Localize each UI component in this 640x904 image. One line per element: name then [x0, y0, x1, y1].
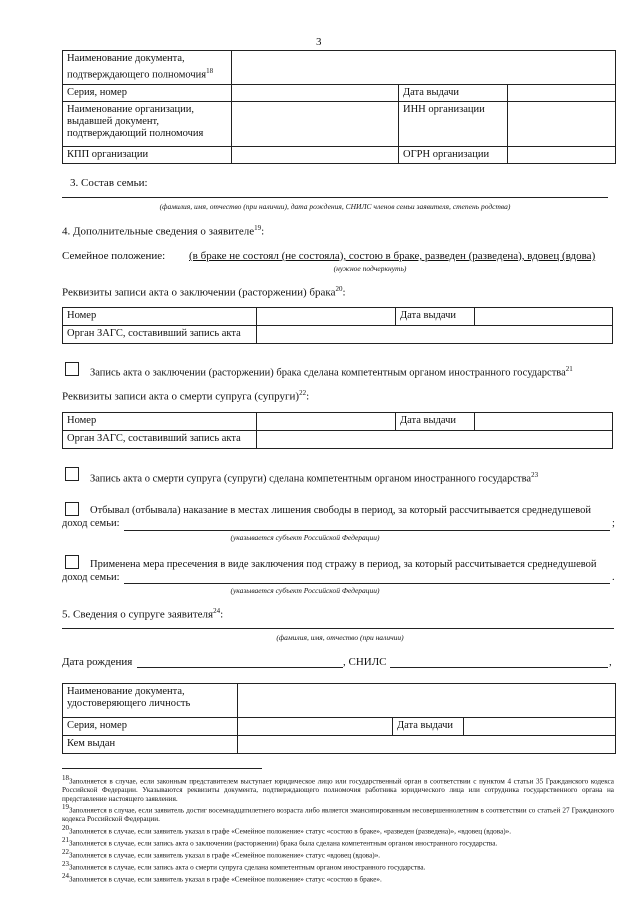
rep-issue-date-value[interactable] — [508, 85, 616, 102]
rep-series-label: Серия, номер — [63, 85, 232, 102]
footnote-separator — [62, 768, 262, 769]
rep-org-kpp-label: КПП организации — [63, 147, 232, 164]
rep-org-ogrn-label: ОГРН организации — [399, 147, 508, 164]
custody-checkbox[interactable] — [65, 555, 79, 569]
foreign-marriage-checkbox[interactable] — [65, 362, 79, 376]
footnote: $^{24}$Заполняется в случае, если заявитель указал в графе «Семейное положение» статус «состою в браке». — [62, 871, 382, 884]
marital-status-hint: (нужное подчеркнуть) — [333, 264, 407, 273]
death-number-label: Номер — [63, 413, 257, 431]
spouse-birth-date-line[interactable] — [137, 667, 343, 668]
prison-text-line2: доход семьи: — [62, 518, 120, 529]
rep-org-ogrn-value[interactable] — [508, 147, 616, 164]
spouse-snils-end: , — [609, 656, 612, 668]
death-issue-date-value[interactable] — [475, 413, 613, 431]
spouse-id-issue-date-label: Дата выдачи — [393, 718, 464, 736]
prison-line-end: ; — [612, 518, 615, 529]
rep-doc-name-label: Наименование документа, подтверждающего полномочия$^{18}$ — [63, 51, 232, 85]
rep-series-value[interactable] — [232, 85, 399, 102]
custody-region-hint: (указывается субъект Российской Федерации) — [230, 586, 380, 595]
footnote: $^{23}$Заполняется в случае, если запись акта о смерти супруга сделана компетентным органом иностранного государства. — [62, 859, 426, 872]
marriage-issue-date-label: Дата выдачи — [396, 308, 475, 326]
custody-region-line[interactable] — [124, 583, 610, 584]
prison-checkbox[interactable] — [65, 502, 79, 516]
section3-title: 3. Состав семьи: — [70, 177, 148, 189]
foreign-death-checkbox[interactable] — [65, 467, 79, 481]
custody-text-line1: Применена мера пресечения в виде заключения под стражу в период, за который рассчитывается среднедушевой — [90, 559, 597, 570]
marriage-zags-label: Орган ЗАГС, составивший запись акта — [63, 326, 257, 344]
marriage-number-value[interactable] — [257, 308, 396, 326]
prison-region-hint: (указывается субъект Российской Федерации) — [230, 533, 380, 542]
rep-org-kpp-value[interactable] — [232, 147, 399, 164]
footnote: $^{18}$Заполняется в случае, если законным представителем выступает юридическое лицо или государственный орган в соответствии с пунктом 4 статьи 35 Гражданского кодекса Российской Федерации. Указываются реквизиты документа, подтверждающего полномочия работника юридического лица или сотрудника государственного органа на представление настоящего заявления. — [62, 774, 614, 803]
spouse-id-issue-date-value[interactable] — [464, 718, 616, 736]
rep-org-name-value[interactable] — [232, 102, 399, 147]
footnote: $^{21}$Заполняется в случае, если запись акта о заключении (расторжении) брака была сделана компетентным органом иностранного государства. — [62, 835, 498, 848]
marriage-issue-date-value[interactable] — [475, 308, 613, 326]
death-issue-date-label: Дата выдачи — [396, 413, 475, 431]
footnote: $^{19}$Заполняется в случае, если заявитель достиг восемнадцатилетнего возраста либо является эмансипированным несовершеннолетним в соответствии со статьей 27 Гражданского кодекса Российской Федерации. — [62, 803, 614, 824]
foreign-marriage-text: Запись акта о заключении (расторжении) брака сделана компетентным органом иностранного государства$^{21}$ — [90, 365, 573, 379]
family-composition-hint: (фамилия, имя, отчество (при наличии), дата рождения, СНИЛС членов семьи заявителя, степень родства) — [159, 202, 511, 211]
prison-region-line[interactable] — [124, 530, 610, 531]
custody-text-line2: доход семьи: — [62, 572, 120, 583]
section5-title: 5. Сведения о супруге заявителя$^{24}$: — [62, 607, 224, 621]
rep-doc-name-value[interactable] — [232, 51, 616, 85]
section4-title: 4. Дополнительные сведения о заявителе$^{19}$: — [62, 224, 265, 238]
rep-org-inn-label: ИНН организации — [399, 102, 508, 147]
footnote: $^{22}$Заполняется в случае, если заявитель указал в графе «Семейное положение» статус «вдовец (вдова)». — [62, 847, 381, 860]
marital-status-options[interactable]: (в браке не состоял (не состояла), состою в браке, разведен (разведена), вдовец (вдова) — [189, 250, 596, 262]
footnotes — [62, 774, 614, 884]
spouse-id-doc-value[interactable] — [238, 684, 616, 718]
foreign-death-text: Запись акта о смерти супруга (супруги) сделана компетентным органом иностранного государства$^{23}$ — [90, 471, 539, 485]
spouse-name-hint: (фамилия, имя, отчество (при наличии) — [276, 633, 404, 642]
family-composition-line[interactable] — [62, 197, 608, 198]
death-zags-value[interactable] — [257, 431, 613, 449]
death-record-label: Реквизиты записи акта о смерти супруга (супруги)$^{22}$: — [62, 389, 310, 403]
spouse-id-series-label: Серия, номер — [63, 718, 238, 736]
death-number-value[interactable] — [257, 413, 396, 431]
rep-issue-date-label: Дата выдачи — [399, 85, 508, 102]
marriage-zags-value[interactable] — [257, 326, 613, 344]
spouse-id-issued-by-label: Кем выдан — [63, 736, 238, 754]
prison-text-line1: Отбывал (отбывала) наказание в местах лишения свободы в период, за который рассчитывается среднедушевой — [90, 505, 592, 516]
spouse-snils-label: , СНИЛС — [343, 656, 387, 668]
marriage-number-label: Номер — [63, 308, 257, 326]
custody-line-end: . — [612, 572, 615, 583]
spouse-id-issued-by-value[interactable] — [238, 736, 616, 754]
rep-org-inn-value[interactable] — [508, 102, 616, 147]
death-record-table — [62, 412, 613, 449]
rep-org-name-label: Наименование организации, выдавшей документ, подтверждающий полномочия — [63, 102, 232, 147]
rep-document-table — [62, 50, 616, 164]
spouse-name-line[interactable] — [62, 628, 614, 629]
marriage-record-table — [62, 307, 613, 344]
spouse-id-doc-label: Наименование документа, удостоверяющего личность — [63, 684, 238, 718]
marriage-record-label: Реквизиты записи акта о заключении (расторжении) брака$^{20}$: — [62, 285, 346, 299]
spouse-birth-date-label: Дата рождения — [62, 656, 133, 668]
death-zags-label: Орган ЗАГС, составивший запись акта — [63, 431, 257, 449]
spouse-snils-line[interactable] — [390, 667, 608, 668]
spouse-id-table — [62, 683, 616, 754]
marital-status-label: Семейное положение: — [62, 250, 166, 262]
page-number: 3 — [316, 36, 322, 48]
footnote: $^{20}$Заполняется в случае, если заявитель указал в графе «Семейное положение» статус «состою в браке», «разведен (разведена)», «вдовец (вдова)». — [62, 823, 512, 836]
spouse-id-series-value[interactable] — [238, 718, 393, 736]
